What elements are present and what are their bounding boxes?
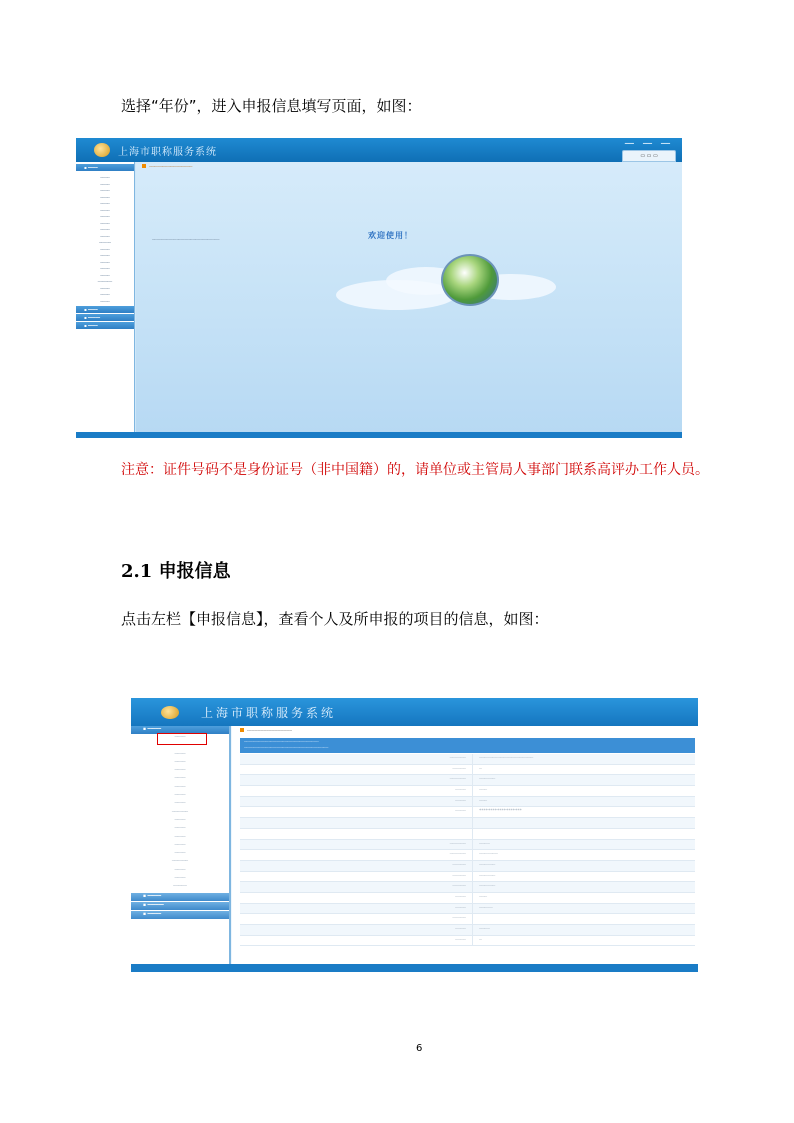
sidebar-section: ▪ ━━━━━ [131,911,229,919]
table-row: ┄┄┄┄ ┄┄┄ [240,797,695,808]
screenshot-welcome-page [76,138,682,438]
sidebar-item: ┄┄┄┄ [100,194,110,200]
sidebar-header: ▪ ━━━━ [76,164,134,171]
table-row: ┄┄┄┄ ┄┄┄ [240,786,695,797]
sidebar [76,162,135,432]
sidebar-item: ┄┄┄┄ [174,768,186,774]
sidebar-item: ┄┄┄┄ [100,266,110,271]
sidebar-section: ▪ ━━━━━━ [131,902,229,910]
sidebar-item: ┄┄┄┄ [100,259,110,265]
table-row: ┄┄┄┄┄ ┄┄┄┄┄┄ [240,882,695,893]
info-table [240,754,695,946]
sidebar-item: ┄┄┄┄ [174,759,186,765]
sidebar-item: ┄┄┄┄ [174,784,186,790]
sidebar-item: ┄┄┄┄ [174,801,186,807]
sidebar-item: ┄┄┄┄ [100,298,110,304]
intro-paragraph: 选择“年份”，进入申报信息填写页面，如图： [121,97,422,115]
section-heading: 2.1 申报信息 [121,561,231,582]
welcome-subtext: ┄┄┄┄┄┄┄┄┄┄┄┄┄┄┄┄┄┄┄┄┄┄┄┄┄┄┄┄ [152,237,220,242]
sidebar-section: ▪ ━━━━━ [131,893,229,901]
sidebar-section: ▪ ━━━━━ [76,314,134,321]
panel-title: ┄┄┄┄┄┄┄┄┄┄┄┄┄┄┄ [240,728,292,734]
welcome-text: 欢迎使用！ [368,231,413,240]
table-row: ┄┄┄┄ ******************* [240,807,695,818]
table-row: ┄┄┄┄┄ [240,914,695,925]
sidebar-item: ┄┄┄┄ [100,201,110,206]
table-row: ┄┄┄┄┄┄ ┄┄┄┄ [240,840,695,851]
sidebar-item: ┄┄┄┄┄ [173,884,187,890]
table-row [240,829,695,840]
table-row: ┄┄┄┄┄ ┄┄┄┄┄┄ [240,861,695,872]
table-row: ┄┄┄┄┄┄ ┄┄┄┄┄┄ [240,775,695,786]
sidebar-item: ┄┄┄┄ [100,272,110,278]
table-row: ┄┄┄┄ ┄┄┄ [240,893,695,904]
sidebar-item: ┄┄┄┄ [100,207,110,213]
sidebar-item: ┄┄┄┄┄┄ [171,809,189,815]
table-row [240,818,695,829]
app-header [131,698,698,726]
screenshot-declaration-info [131,698,698,972]
sidebar-item: ┄┄┄┄ [174,817,186,823]
sidebar-item: ┄┄┄┄ [174,834,186,840]
sidebar-item: ┄┄┄┄ [100,175,110,180]
table-row: ┄┄┄┄┄ ┄ [240,765,695,776]
logo-icon [94,143,110,157]
app-header [76,138,682,162]
section-paragraph: 点击左栏【申报信息】，查看个人及所申报的项目的信息，如图： [121,610,549,628]
app-footer [131,964,698,972]
app-title: 上海市职称服务系统 [118,147,217,158]
sidebar-item: ┄┄┄┄ [174,867,186,873]
sidebar-item: ┄┄┄┄ [174,751,186,757]
sidebar-item: ┄┄┄┄ [100,292,110,297]
sidebar-item: ┄┄┄┄ [174,842,186,848]
main-content [136,162,682,432]
table-row: ┄┄┄┄┄┄ ┄┄┄┄┄┄┄┄┄┄┄┄┄┄┄┄┄┄┄┄ [240,754,695,765]
sidebar-item: ┄┄┄┄┄ [98,240,112,245]
main-content [232,726,698,964]
sidebar-item: ┄┄┄┄ [100,227,110,232]
notice-bar: ┄┄┄┄┄┄┄┄┄┄┄┄┄┄┄┄ [142,164,192,170]
table-row: ┄┄┄┄ ┄┄┄┄ [240,925,695,936]
sidebar-item: ┄┄┄┄ [100,188,110,193]
logo-icon [161,706,179,719]
sidebar-item: ┄┄┄┄ [174,743,186,749]
sidebar-item: ┄┄┄┄ [100,181,110,187]
sidebar-item: ┄┄┄┄ [100,246,110,252]
sidebar [131,726,231,964]
sidebar-section: ▪ ━━━━ [76,322,134,329]
sidebar-item: ┄┄┄┄ [100,220,110,226]
globe-icon [441,254,499,306]
table-row: ┄┄┄┄┄ ┄┄┄┄┄┄ [240,872,695,883]
sidebar-header: ▪ ━━━━━ [131,726,229,734]
highlight-box [157,733,207,745]
sidebar-item: ┄┄┄┄ [100,233,110,239]
sidebar-item: ┄┄┄┄ [100,214,110,219]
sidebar-item: ┄┄┄┄ [100,285,110,291]
table-row: ┄┄┄┄ ┄┄┄┄┄ [240,904,695,915]
warning-note: 注意：证件号码不是身份证号（非中国籍）的，请单位或主管局人事部门联系高评办工作人员。 [121,462,709,478]
sidebar-item: ┄┄┄┄ [174,735,186,740]
app-title: 上海市职称服务系统 [201,706,337,720]
sidebar-item: ┄┄┄┄┄┄ [97,279,113,284]
sidebar-item: ┄┄┄┄ [100,253,110,258]
sidebar-item: ┄┄┄┄ [174,876,186,882]
info-banner: ┄┄┄┄┄┄┄┄┄┄┄┄┄┄┄┄┄┄┄┄┄┄┄┄┄┄┄┄┄┄┄ ┄┄┄┄┄┄┄┄┄┄┄┄┄┄┄┄┄┄┄┄┄┄┄┄┄┄┄┄┄┄┄┄┄┄┄ [240,738,695,753]
sidebar-item: ┄┄┄┄┄┄ [171,859,189,865]
sidebar-section: ▪ ━━━━ [76,306,134,313]
table-row: ┄┄┄┄┄┄ ┄┄┄┄┄┄┄ [240,850,695,861]
page-number: 6 [416,1043,423,1054]
header-links: ━━━ ━━━ ━━━ [624,141,670,147]
sidebar-item: ┄┄┄┄ [174,793,186,799]
sidebar-item: ┄┄┄┄ [174,851,186,857]
sidebar-item: ┄┄┄┄ [174,826,186,832]
app-footer [76,432,682,438]
header-tab: ▭ ▭ ▭ [622,150,676,162]
table-row: ┄┄┄┄ ┄ [240,936,695,947]
sidebar-item: ┄┄┄┄ [174,776,186,782]
